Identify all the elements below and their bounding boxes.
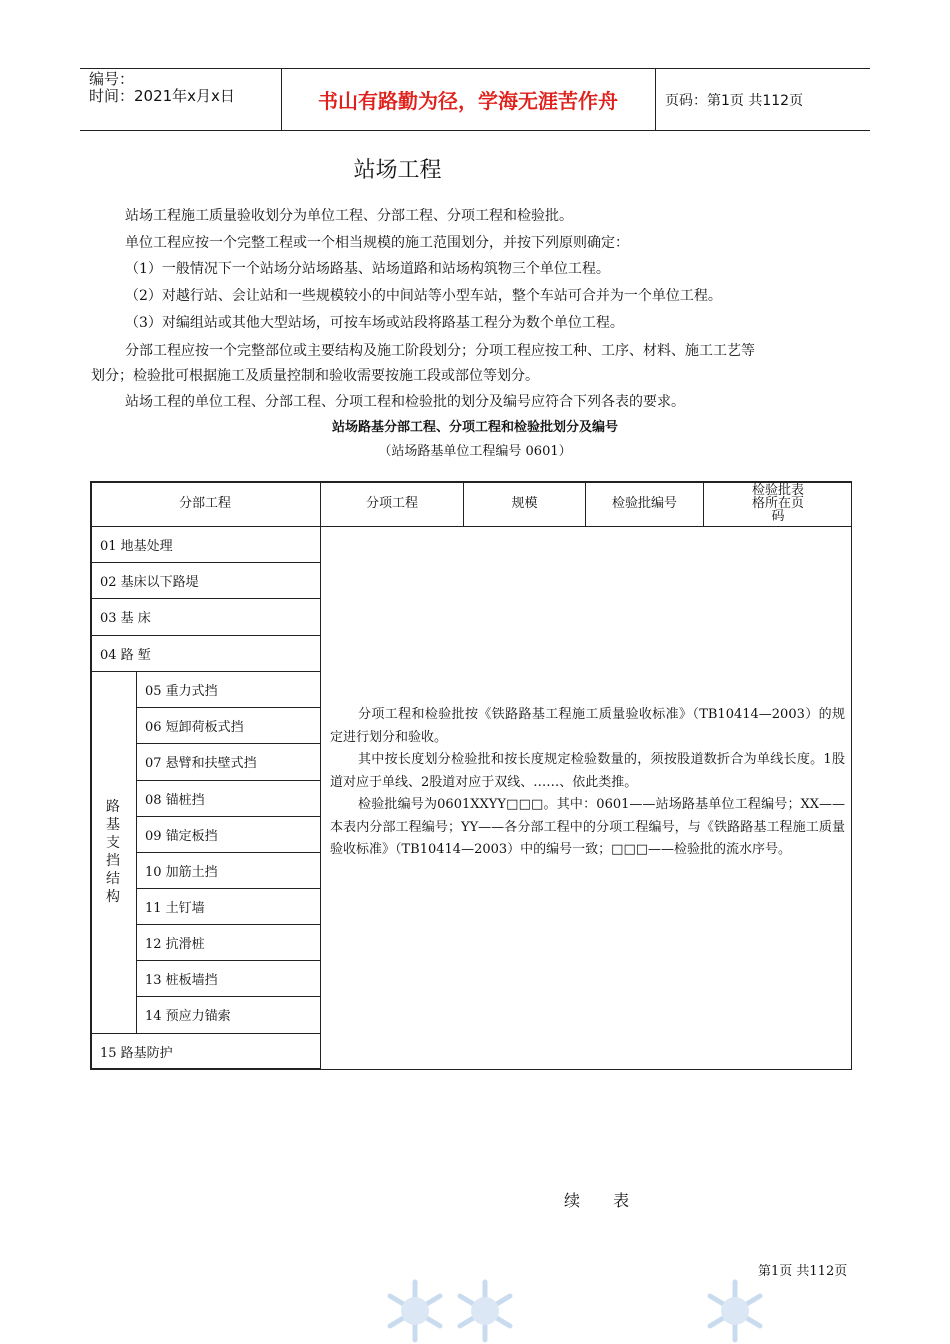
table-row: 12 抗滑桩 bbox=[145, 936, 205, 952]
table-title: 站场路基分部工程、分项工程和检验批划分及编号 bbox=[331, 420, 618, 435]
table-border bbox=[321, 1069, 852, 1070]
division-table bbox=[90, 481, 852, 1070]
table-row: 11 土钉墙 bbox=[145, 900, 205, 916]
table-row: 13 桩板墙挡 bbox=[145, 972, 218, 988]
paragraph: 站场工程施工质量验收划分为单位工程、分部工程、分项工程和检验批。 bbox=[125, 208, 573, 224]
note-paragraph: 检验批编号为0601XXYY□□□。其中：0601——站场路基单位工程编号；XX——本表内分部工程编号；YY——各分部工程中的分项工程编号，与《铁路路基工程施工质量验收标准》（TB10414—2003）中的编号一致；□□□——检验批的流水序号。 bbox=[330, 797, 845, 857]
group-label: 路基支挡结构 bbox=[106, 799, 120, 905]
table-row: 05 重力式挡 bbox=[145, 683, 218, 699]
table-row: 15 路基防护 bbox=[100, 1045, 173, 1061]
snowflake-watermark-icon bbox=[700, 1278, 770, 1344]
table-row: 08 锚桩挡 bbox=[145, 792, 205, 808]
time-label: 时间：2021年x月x日 bbox=[89, 87, 235, 105]
table-header-cell: 检验批表格所在页码 bbox=[751, 483, 804, 524]
group-label-cell bbox=[90, 671, 136, 1033]
table-header-cell: 检验批编号 bbox=[611, 496, 677, 511]
paragraph: （1）一般情况下一个站场分站场路基、站场道路和站场构筑物三个单位工程。 bbox=[125, 261, 610, 277]
table-header-cell: 分部工程 bbox=[178, 496, 231, 511]
header-meta bbox=[89, 71, 235, 105]
table-row: 01 地基处理 bbox=[100, 538, 173, 554]
table-row: 04 路 堑 bbox=[100, 647, 151, 663]
snowflake-watermark-icon bbox=[450, 1278, 520, 1344]
paragraph: （2）对越行站、会让站和一些规模较小的中间站等小型车站，整个车站可合并为一个单位工程。 bbox=[125, 288, 722, 304]
header-motto: 书山有路勤为径，学海无涯苦作舟 bbox=[318, 89, 618, 113]
table-row: 06 短卸荷板式挡 bbox=[145, 719, 244, 735]
table-subtitle: （站场路基单位工程编号 0601） bbox=[378, 444, 572, 459]
snowflake-watermark-icon bbox=[380, 1278, 450, 1344]
table-row: 14 预应力锚索 bbox=[145, 1008, 231, 1024]
number-label: 编号： bbox=[89, 70, 135, 88]
table-row: 10 加筋土挡 bbox=[145, 864, 218, 880]
header-divider bbox=[655, 69, 656, 130]
header-page-number: 页码：第1页 共112页 bbox=[665, 93, 804, 109]
paragraph: 单位工程应按一个完整工程或一个相当规模的施工范围划分，并按下列原则确定： bbox=[125, 235, 629, 251]
table-header-cell: 规模 bbox=[511, 496, 538, 511]
paragraph: （3）对编组站或其他大型站场，可按车场或站段将路基工程分为数个单位工程。 bbox=[125, 315, 624, 331]
table-rule bbox=[703, 481, 704, 526]
note-paragraph: 分项工程和检验批按《铁路路基工程施工质量验收标准》（TB10414—2003）的规定进行划分和验收。 bbox=[330, 707, 845, 745]
paragraph: 站场工程的单位工程、分部工程、分项工程和检验批的划分及编号应符合下列各表的要求。 bbox=[125, 394, 685, 410]
page-header bbox=[80, 68, 870, 131]
table-row: 09 锚定板挡 bbox=[145, 828, 218, 844]
paragraph: 划分；检验批可根据施工及质量控制和验收需要按施工段或部位等划分。 bbox=[91, 368, 539, 384]
table-rule bbox=[320, 481, 321, 1070]
paragraph: 分部工程应按一个完整部位或主要结构及施工阶段划分；分项工程应按工种、工序、材料、施工工艺等 bbox=[125, 343, 755, 359]
continued-label: 续 表 bbox=[564, 1191, 644, 1210]
page-title: 站场工程 bbox=[353, 158, 442, 183]
table-note bbox=[330, 704, 845, 862]
table-border bbox=[851, 481, 852, 1070]
table-row: 07 悬臂和扶壁式挡 bbox=[145, 755, 257, 771]
table-header-cell: 分项工程 bbox=[365, 496, 418, 511]
note-paragraph: 其中按长度划分检验批和按长度规定检验数量的，须按股道数折合为单线长度。1股道对应于单线、2股道对应于双线、……、依此类推。 bbox=[330, 752, 845, 790]
table-row: 02 基床以下路堤 bbox=[100, 574, 199, 590]
footer-page-number: 第1页 共112页 bbox=[758, 1264, 848, 1279]
table-row: 03 基 床 bbox=[100, 610, 151, 626]
